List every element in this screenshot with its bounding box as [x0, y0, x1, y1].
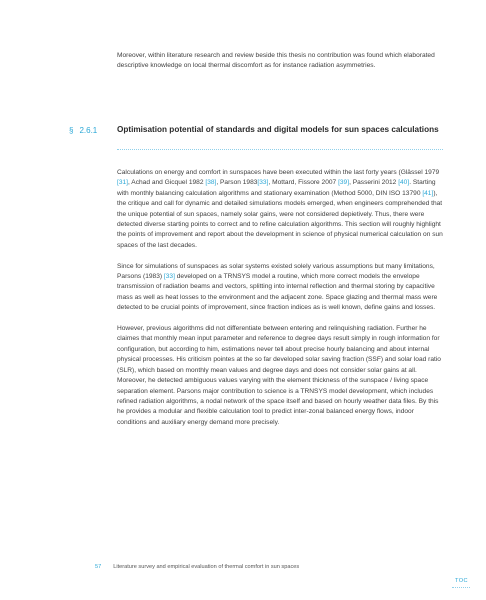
intro-text: Moreover, within literature research and review beside this thesis no contribution was found which elaborated descriptive knowledge on local thermal discomfort as for instance radiation asymmetries.: [117, 52, 435, 70]
body-paragraph: [117, 168, 443, 251]
page-footer: [95, 564, 455, 570]
section-number: [69, 126, 97, 135]
citation-link[interactable]: [38]: [205, 179, 217, 187]
citation-link[interactable]: [40]: [398, 179, 410, 187]
toc-link[interactable]: TOC: [455, 578, 468, 584]
paragraph-text: , Mottard, Fissore 2007: [268, 179, 339, 187]
citation-link[interactable]: [39]: [338, 179, 350, 187]
citation-link[interactable]: [41]: [422, 189, 434, 197]
paragraph-text: . Starting with monthly balancing calculation algorithms and stationary examination (Method 5000, DIN ISO 13790: [117, 179, 436, 197]
section-symbol: §: [69, 126, 74, 135]
paragraph-text: ), the critique and call for dynamic and detailed simulations models emerged, when engineers comprehended that the unique potential of sun spaces, namely solar gains, were not considered depietively. Thus, there were detected diverse starting points to correct and to refine calculation algorithms. This section will roughly highlight the points of improvement and report about the development in science of physical numerical calculation on sun spaces of the last decades.: [117, 189, 443, 249]
running-title: Literature survey and empirical evaluation of thermal comfort in sun spaces: [113, 564, 300, 570]
section-divider: [117, 149, 443, 150]
toc-underline: [452, 587, 470, 588]
page-number: 57: [95, 564, 102, 570]
paragraph-text: developed on a TRNSYS model a routine, which more correct models the envelope transmission of radiation beams and vectors, splitting into internal reflection and thermal storing by capacitive mass as well as heat losses to the environment and the adjacent zone. Space glazing and thermal mass were detected to be crucial points of improvement, since fraction indices as is well known, define gains and losses.: [117, 273, 438, 312]
section-title: Optimisation potential of standards and digital models for sun spaces calculations: [117, 125, 439, 134]
intro-paragraph: [117, 51, 443, 82]
paragraph-text: , Parson 1983: [216, 179, 258, 187]
citation-link[interactable]: [33]: [163, 273, 175, 281]
citation-link[interactable]: [33]: [257, 179, 269, 187]
paragraph-text: , Passerini 2012: [349, 179, 399, 187]
paragraph-text: However, previous algorithms did not differentiate between entering and relinquishing radiation. Further he claimes that monthly mean input parameter and reference to degree days result simply in rough information for configuration, but according to him, estimations never tell about precise hourly balancing and about internal physical processes. His criticism pointes at the so far developed solar saving fraction (SSF) and solar load ratio (SLR), which based on monthly mean values and degree days and does not consider solar gains at all. Moreover, he detected ambiguous values varying with the element thickness of the sunspace / living space separation element. Parsons major contribution to science is a TRNSYS model development, which includes refined radiation algorithms, a nodal network of the space itself and based on hourly weather data files. By this he provides a modular and flexible calculation tool to predict inter-zonal balanced energy flows, indoor conditions and auxiliary energy demand more precisely.: [117, 325, 441, 426]
paragraph-text: Calculations on energy and comfort in sunspaces have been executed within the last forty years (Glässel 1979: [117, 169, 440, 176]
section-body: [117, 168, 443, 439]
body-paragraph: [117, 324, 443, 428]
paragraph-text: , Achad and Gicquel 1982: [128, 179, 206, 187]
section-number-value: 2.6.1: [79, 126, 98, 135]
citation-link[interactable]: [31]: [117, 179, 128, 187]
body-paragraph: [117, 262, 443, 314]
paragraph-text: Since for simulations of sunspaces as solar systems existed solely various assumptions but many limitations, Parsons (1983): [117, 262, 435, 281]
